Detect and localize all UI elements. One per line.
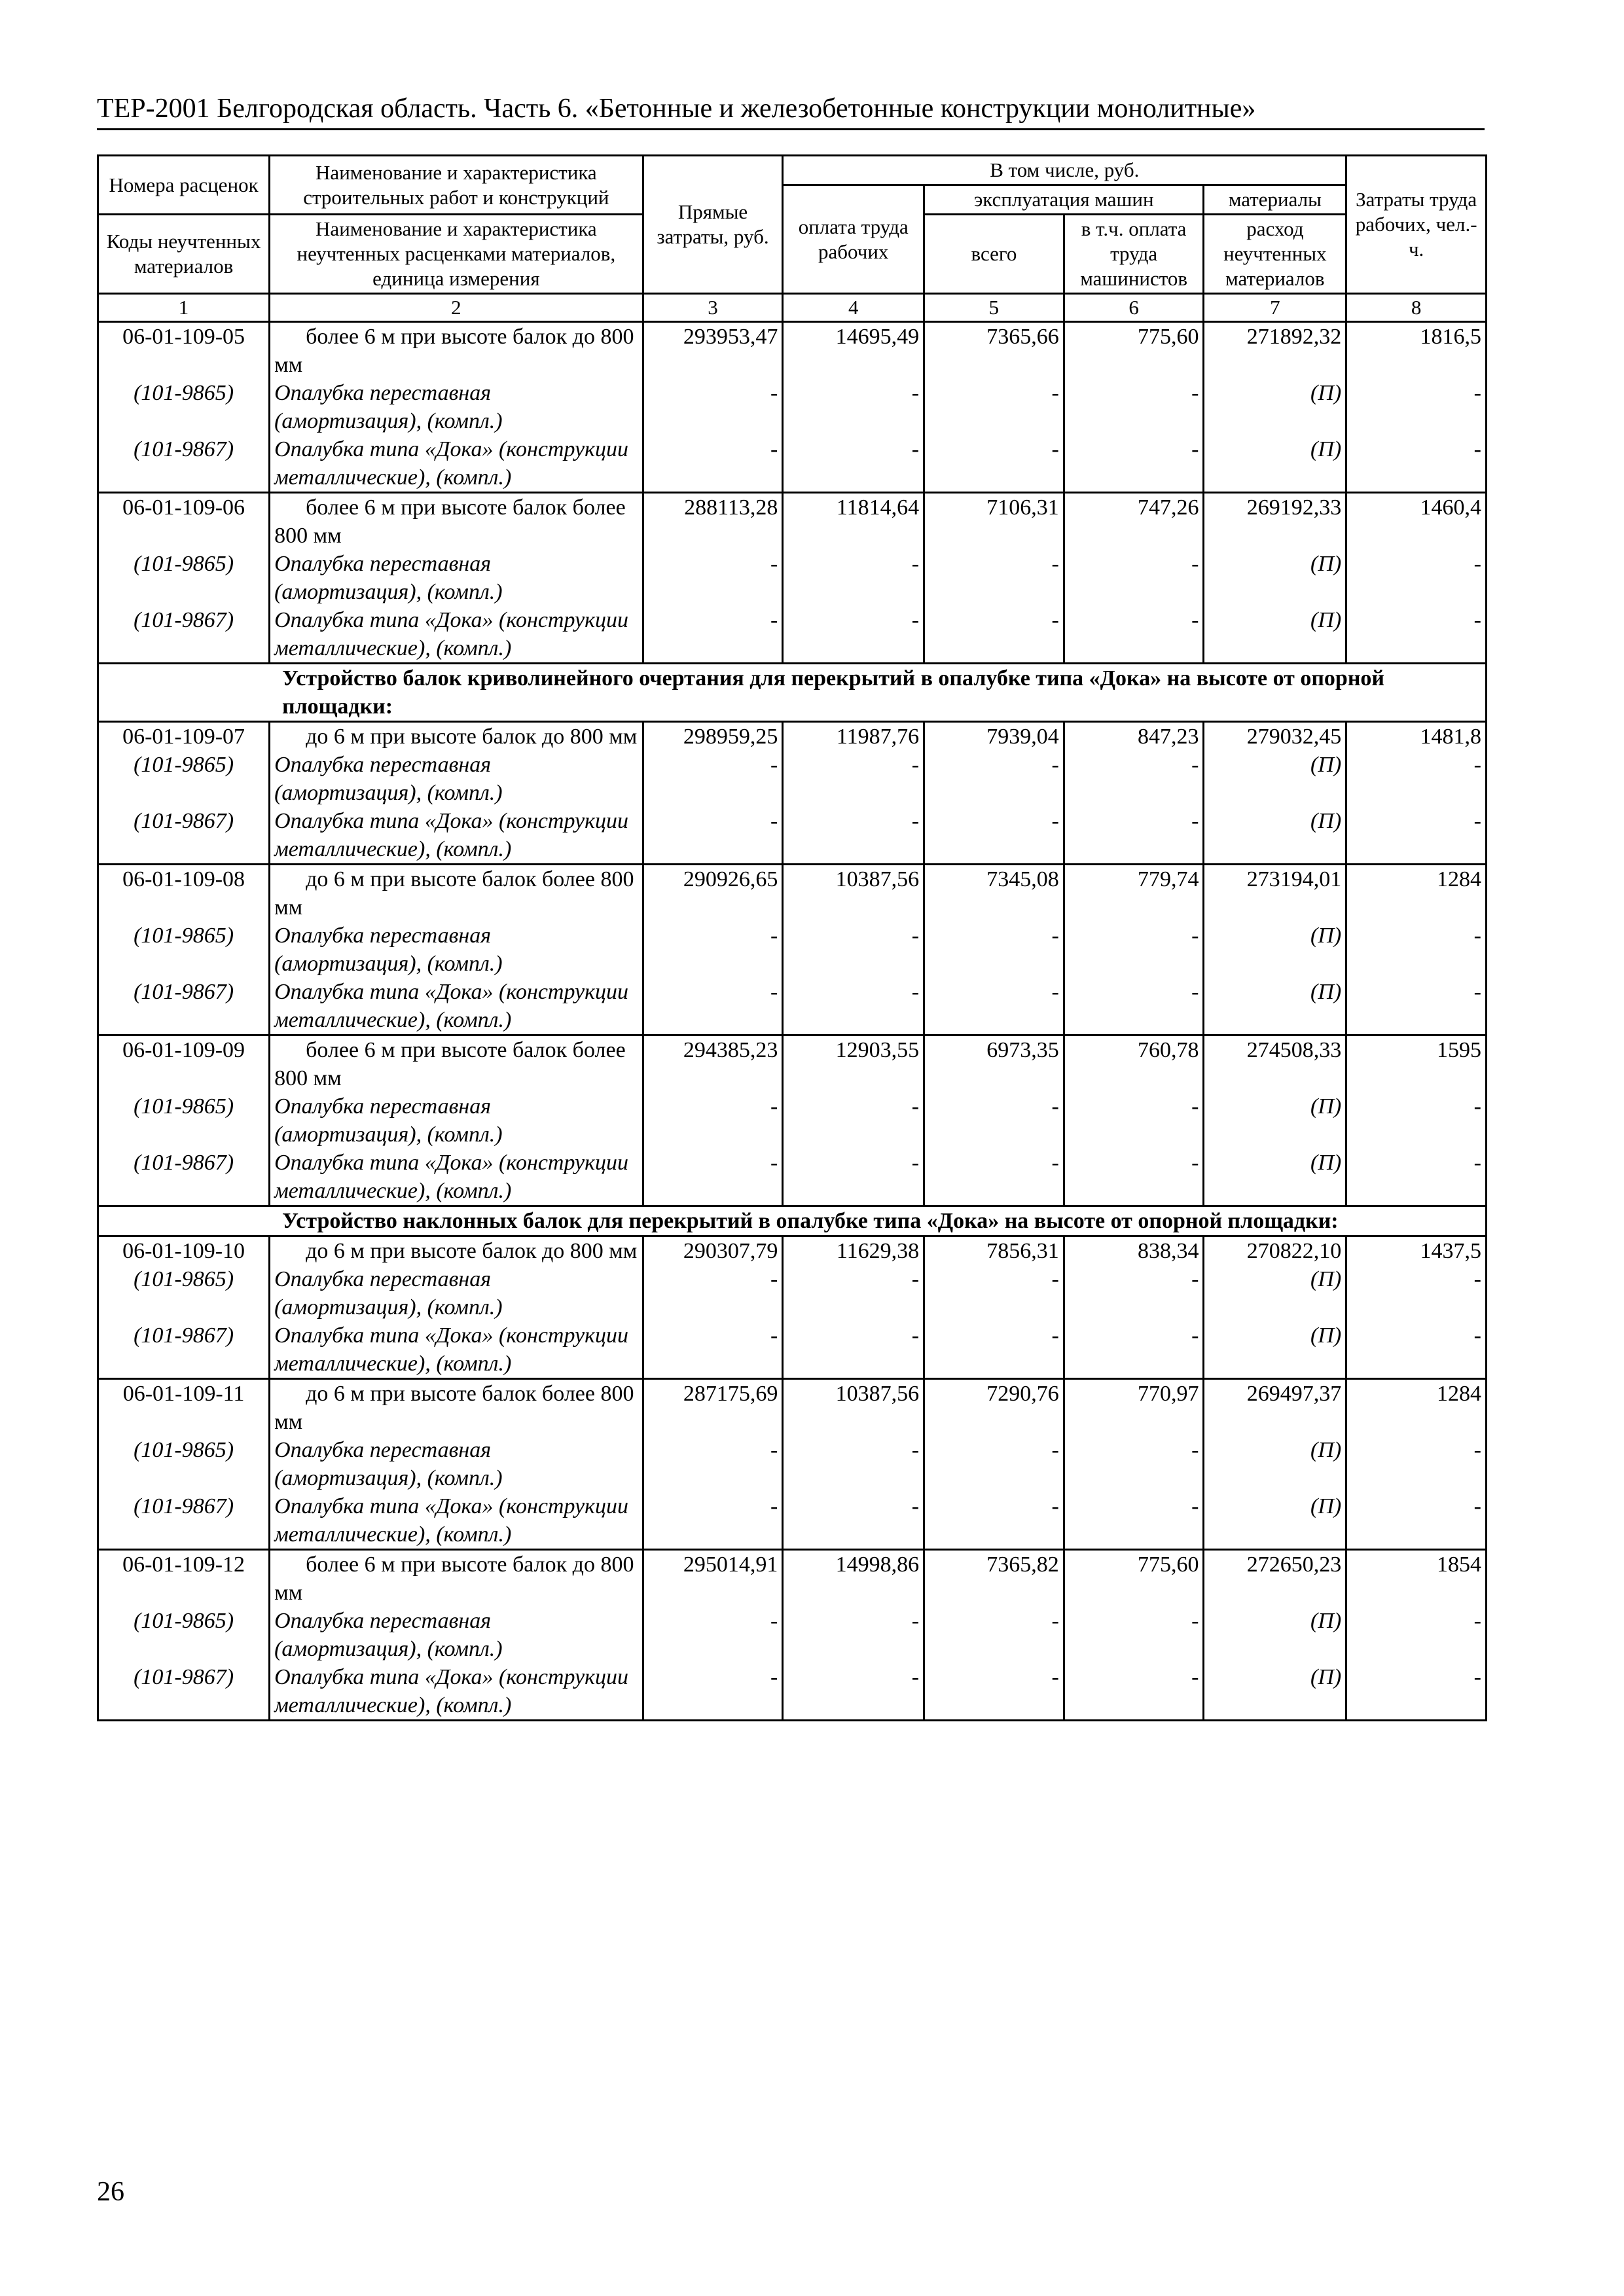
rate-row xyxy=(98,1035,1487,1093)
material-mark: (П) xyxy=(1204,751,1346,807)
material-name: Опалубка типа «Дока» (конструкции металлические), (компл.) xyxy=(270,807,643,865)
material-name: Опалубка переставная (амортизация), (компл.) xyxy=(270,379,643,435)
column-number: 6 xyxy=(1064,294,1204,322)
labor-hours: 1437,5 xyxy=(1346,1236,1487,1266)
direct-costs-dash: - xyxy=(643,1092,783,1149)
rates-table xyxy=(97,154,1487,1721)
material-code: (101-9865) xyxy=(98,550,270,606)
column-number: 8 xyxy=(1346,294,1487,322)
machines-total: 7345,08 xyxy=(924,865,1064,922)
material-mark: (П) xyxy=(1204,435,1346,493)
machines-total-dash: - xyxy=(924,807,1064,865)
page-number: 26 xyxy=(97,2177,124,2207)
operator-pay-dash: - xyxy=(1064,379,1204,435)
labor-hours: 1481,8 xyxy=(1346,722,1487,751)
materials-cost: 279032,45 xyxy=(1204,722,1346,751)
labor-hours-dash: - xyxy=(1346,606,1487,664)
worker-pay: 10387,56 xyxy=(783,1379,924,1437)
material-mark: (П) xyxy=(1204,1492,1346,1550)
machines-total: 7365,82 xyxy=(924,1550,1064,1607)
material-row xyxy=(98,1492,1487,1550)
material-row xyxy=(98,606,1487,664)
machines-total-dash: - xyxy=(924,1492,1064,1550)
material-code: (101-9865) xyxy=(98,1265,270,1321)
table-header xyxy=(98,156,1487,322)
direct-costs: 295014,91 xyxy=(643,1550,783,1607)
material-row xyxy=(98,550,1487,606)
machines-total-dash: - xyxy=(924,550,1064,606)
labor-hours-dash: - xyxy=(1346,1149,1487,1206)
machines-total-dash: - xyxy=(924,1436,1064,1492)
column-number: 4 xyxy=(783,294,924,322)
direct-costs-dash: - xyxy=(643,1265,783,1321)
worker-pay: 11987,76 xyxy=(783,722,924,751)
direct-costs-dash: - xyxy=(643,1607,783,1663)
machines-total: 6973,35 xyxy=(924,1035,1064,1093)
column-number: 3 xyxy=(643,294,783,322)
labor-hours: 1460,4 xyxy=(1346,493,1487,550)
operator-pay-dash: - xyxy=(1064,435,1204,493)
direct-costs-dash: - xyxy=(643,379,783,435)
rate-row xyxy=(98,493,1487,550)
direct-costs-dash: - xyxy=(643,1492,783,1550)
direct-costs: 288113,28 xyxy=(643,493,783,550)
machines-total-dash: - xyxy=(924,978,1064,1035)
material-row xyxy=(98,1607,1487,1663)
rate-code: 06-01-109-06 xyxy=(98,493,270,550)
machines-total-dash: - xyxy=(924,1321,1064,1379)
material-row xyxy=(98,807,1487,865)
header-materials: материалы xyxy=(1204,185,1346,215)
direct-costs: 294385,23 xyxy=(643,1035,783,1093)
material-mark: (П) xyxy=(1204,1092,1346,1149)
worker-pay-dash: - xyxy=(783,922,924,978)
work-description: более 6 м при высоте балок до 800 мм xyxy=(270,322,643,380)
material-row xyxy=(98,1092,1487,1149)
header-labor-hours: Затраты труда рабочих, чел.-ч. xyxy=(1346,156,1487,294)
material-code: (101-9865) xyxy=(98,1092,270,1149)
material-code: (101-9867) xyxy=(98,1149,270,1206)
section-heading-row xyxy=(98,664,1487,722)
labor-hours-dash: - xyxy=(1346,435,1487,493)
material-name: Опалубка типа «Дока» (конструкции металлические), (компл.) xyxy=(270,1663,643,1721)
operator-pay: 838,34 xyxy=(1064,1236,1204,1266)
labor-hours-dash: - xyxy=(1346,751,1487,807)
material-code: (101-9867) xyxy=(98,807,270,865)
section-heading: Устройство балок криволинейного очертания для перекрытий в опалубке типа «Дока» на высоте от опорной площадки: xyxy=(98,664,1487,722)
operator-pay: 775,60 xyxy=(1064,1550,1204,1607)
material-mark: (П) xyxy=(1204,1436,1346,1492)
worker-pay: 11814,64 xyxy=(783,493,924,550)
header-machine-operation: эксплуатация машин xyxy=(924,185,1204,215)
labor-hours-dash: - xyxy=(1346,379,1487,435)
header-material-names: Наименование и характеристика неучтенных расценками материалов, единица измерения xyxy=(270,215,643,294)
rate-code: 06-01-109-10 xyxy=(98,1236,270,1266)
worker-pay-dash: - xyxy=(783,1265,924,1321)
material-mark: (П) xyxy=(1204,922,1346,978)
direct-costs-dash: - xyxy=(643,1436,783,1492)
direct-costs-dash: - xyxy=(643,751,783,807)
machines-total-dash: - xyxy=(924,379,1064,435)
direct-costs-dash: - xyxy=(643,1321,783,1379)
worker-pay: 12903,55 xyxy=(783,1035,924,1093)
material-name: Опалубка переставная (амортизация), (компл.) xyxy=(270,1607,643,1663)
material-row xyxy=(98,435,1487,493)
rate-row xyxy=(98,865,1487,922)
labor-hours-dash: - xyxy=(1346,978,1487,1035)
header-worker-pay: оплата труда рабочих xyxy=(783,185,924,294)
labor-hours-dash: - xyxy=(1346,550,1487,606)
direct-costs: 293953,47 xyxy=(643,322,783,380)
operator-pay-dash: - xyxy=(1064,1092,1204,1149)
material-code: (101-9865) xyxy=(98,1607,270,1663)
material-code: (101-9867) xyxy=(98,435,270,493)
operator-pay: 779,74 xyxy=(1064,865,1204,922)
material-code: (101-9867) xyxy=(98,978,270,1035)
materials-cost: 271892,32 xyxy=(1204,322,1346,380)
machines-total-dash: - xyxy=(924,1663,1064,1721)
worker-pay-dash: - xyxy=(783,807,924,865)
operator-pay-dash: - xyxy=(1064,1149,1204,1206)
material-row xyxy=(98,1663,1487,1721)
direct-costs: 298959,25 xyxy=(643,722,783,751)
labor-hours: 1854 xyxy=(1346,1550,1487,1607)
worker-pay-dash: - xyxy=(783,1092,924,1149)
direct-costs-dash: - xyxy=(643,435,783,493)
machines-total: 7106,31 xyxy=(924,493,1064,550)
material-mark: (П) xyxy=(1204,978,1346,1035)
materials-cost: 272650,23 xyxy=(1204,1550,1346,1607)
column-number: 2 xyxy=(270,294,643,322)
machines-total-dash: - xyxy=(924,1149,1064,1206)
column-number: 5 xyxy=(924,294,1064,322)
operator-pay-dash: - xyxy=(1064,1607,1204,1663)
operator-pay-dash: - xyxy=(1064,550,1204,606)
material-mark: (П) xyxy=(1204,1321,1346,1379)
labor-hours: 1595 xyxy=(1346,1035,1487,1093)
worker-pay-dash: - xyxy=(783,978,924,1035)
material-code: (101-9865) xyxy=(98,1436,270,1492)
worker-pay: 11629,38 xyxy=(783,1236,924,1266)
labor-hours-dash: - xyxy=(1346,1321,1487,1379)
worker-pay-dash: - xyxy=(783,1149,924,1206)
header-machines-total: всего xyxy=(924,215,1064,294)
work-description: до 6 м при высоте балок до 800 мм xyxy=(270,722,643,751)
material-mark: (П) xyxy=(1204,1149,1346,1206)
header-material-codes: Коды неучтенных материалов xyxy=(98,215,270,294)
material-name: Опалубка переставная (амортизация), (компл.) xyxy=(270,751,643,807)
column-number: 7 xyxy=(1204,294,1346,322)
material-name: Опалубка типа «Дока» (конструкции металлические), (компл.) xyxy=(270,1321,643,1379)
labor-hours-dash: - xyxy=(1346,1663,1487,1721)
direct-costs-dash: - xyxy=(643,978,783,1035)
work-description: более 6 м при высоте балок более 800 мм xyxy=(270,1035,643,1093)
operator-pay-dash: - xyxy=(1064,1321,1204,1379)
operator-pay-dash: - xyxy=(1064,807,1204,865)
worker-pay-dash: - xyxy=(783,1321,924,1379)
column-numbers-row xyxy=(98,294,1487,322)
operator-pay-dash: - xyxy=(1064,1492,1204,1550)
material-code: (101-9867) xyxy=(98,1321,270,1379)
material-mark: (П) xyxy=(1204,1607,1346,1663)
worker-pay-dash: - xyxy=(783,606,924,664)
rate-row xyxy=(98,1550,1487,1607)
material-name: Опалубка типа «Дока» (конструкции металлические), (компл.) xyxy=(270,1492,643,1550)
worker-pay-dash: - xyxy=(783,379,924,435)
rate-code: 06-01-109-05 xyxy=(98,322,270,380)
machines-total-dash: - xyxy=(924,922,1064,978)
materials-cost: 274508,33 xyxy=(1204,1035,1346,1093)
material-mark: (П) xyxy=(1204,606,1346,664)
rate-code: 06-01-109-07 xyxy=(98,722,270,751)
operator-pay: 747,26 xyxy=(1064,493,1204,550)
labor-hours: 1284 xyxy=(1346,1379,1487,1437)
material-mark: (П) xyxy=(1204,807,1346,865)
material-name: Опалубка переставная (амортизация), (компл.) xyxy=(270,1265,643,1321)
rate-code: 06-01-109-12 xyxy=(98,1550,270,1607)
material-row xyxy=(98,1321,1487,1379)
material-code: (101-9865) xyxy=(98,751,270,807)
material-code: (101-9867) xyxy=(98,1663,270,1721)
header-rate-number: Номера расценок xyxy=(98,156,270,215)
materials-cost: 273194,01 xyxy=(1204,865,1346,922)
material-name: Опалубка переставная (амортизация), (компл.) xyxy=(270,922,643,978)
material-row xyxy=(98,922,1487,978)
labor-hours-dash: - xyxy=(1346,1492,1487,1550)
material-mark: (П) xyxy=(1204,1265,1346,1321)
labor-hours: 1816,5 xyxy=(1346,322,1487,380)
machines-total: 7939,04 xyxy=(924,722,1064,751)
header-work-name: Наименование и характеристика строительных работ и конструкций xyxy=(270,156,643,215)
rate-code: 06-01-109-09 xyxy=(98,1035,270,1093)
labor-hours-dash: - xyxy=(1346,922,1487,978)
header-including: В том числе, руб. xyxy=(783,156,1346,185)
material-name: Опалубка типа «Дока» (конструкции металлические), (компл.) xyxy=(270,435,643,493)
machines-total-dash: - xyxy=(924,1092,1064,1149)
header-unaccounted-materials: расход неучтенных материалов xyxy=(1204,215,1346,294)
direct-costs-dash: - xyxy=(643,922,783,978)
section-heading: Устройство наклонных балок для перекрытий в опалубке типа «Дока» на высоте от опорной площадки: xyxy=(98,1206,1487,1236)
material-row xyxy=(98,1149,1487,1206)
material-row xyxy=(98,1265,1487,1321)
direct-costs-dash: - xyxy=(643,606,783,664)
materials-cost: 270822,10 xyxy=(1204,1236,1346,1266)
operator-pay-dash: - xyxy=(1064,1265,1204,1321)
machines-total-dash: - xyxy=(924,606,1064,664)
material-code: (101-9867) xyxy=(98,1492,270,1550)
rate-code: 06-01-109-11 xyxy=(98,1379,270,1437)
operator-pay-dash: - xyxy=(1064,978,1204,1035)
material-mark: (П) xyxy=(1204,550,1346,606)
work-description: до 6 м при высоте балок более 800 мм xyxy=(270,1379,643,1437)
material-row xyxy=(98,1436,1487,1492)
labor-hours-dash: - xyxy=(1346,1436,1487,1492)
page-header: ТЕР-2001 Белгородская область. Часть 6. «Бетонные и железобетонные конструкции монолитные» xyxy=(97,92,1485,130)
direct-costs: 290926,65 xyxy=(643,865,783,922)
material-name: Опалубка типа «Дока» (конструкции металлические), (компл.) xyxy=(270,606,643,664)
machines-total-dash: - xyxy=(924,1265,1064,1321)
worker-pay-dash: - xyxy=(783,1607,924,1663)
material-row xyxy=(98,751,1487,807)
work-description: более 6 м при высоте балок до 800 мм xyxy=(270,1550,643,1607)
machines-total: 7365,66 xyxy=(924,322,1064,380)
work-description: до 6 м при высоте балок более 800 мм xyxy=(270,865,643,922)
direct-costs-dash: - xyxy=(643,550,783,606)
operator-pay: 847,23 xyxy=(1064,722,1204,751)
worker-pay-dash: - xyxy=(783,1492,924,1550)
material-name: Опалубка переставная (амортизация), (компл.) xyxy=(270,1092,643,1149)
rate-row xyxy=(98,1236,1487,1266)
labor-hours-dash: - xyxy=(1346,807,1487,865)
machines-total-dash: - xyxy=(924,751,1064,807)
machines-total: 7290,76 xyxy=(924,1379,1064,1437)
worker-pay-dash: - xyxy=(783,1663,924,1721)
operator-pay-dash: - xyxy=(1064,922,1204,978)
material-mark: (П) xyxy=(1204,1663,1346,1721)
operator-pay-dash: - xyxy=(1064,1663,1204,1721)
rate-row xyxy=(98,1379,1487,1437)
direct-costs: 287175,69 xyxy=(643,1379,783,1437)
table-body xyxy=(98,322,1487,1721)
material-row xyxy=(98,379,1487,435)
machines-total-dash: - xyxy=(924,435,1064,493)
material-code: (101-9865) xyxy=(98,922,270,978)
direct-costs: 290307,79 xyxy=(643,1236,783,1266)
machines-total-dash: - xyxy=(924,1607,1064,1663)
column-number: 1 xyxy=(98,294,270,322)
direct-costs-dash: - xyxy=(643,1663,783,1721)
worker-pay-dash: - xyxy=(783,435,924,493)
rate-row xyxy=(98,322,1487,380)
worker-pay-dash: - xyxy=(783,550,924,606)
rate-code: 06-01-109-08 xyxy=(98,865,270,922)
section-heading-row xyxy=(98,1206,1487,1236)
worker-pay-dash: - xyxy=(783,751,924,807)
material-name: Опалубка переставная (амортизация), (компл.) xyxy=(270,550,643,606)
labor-hours: 1284 xyxy=(1346,865,1487,922)
worker-pay-dash: - xyxy=(783,1436,924,1492)
operator-pay: 760,78 xyxy=(1064,1035,1204,1093)
operator-pay: 770,97 xyxy=(1064,1379,1204,1437)
header-operator-pay: в т.ч. оплата труда машинистов xyxy=(1064,215,1204,294)
material-name: Опалубка типа «Дока» (конструкции металлические), (компл.) xyxy=(270,978,643,1035)
operator-pay-dash: - xyxy=(1064,1436,1204,1492)
work-description: до 6 м при высоте балок до 800 мм xyxy=(270,1236,643,1266)
material-name: Опалубка типа «Дока» (конструкции металлические), (компл.) xyxy=(270,1149,643,1206)
material-code: (101-9865) xyxy=(98,379,270,435)
operator-pay-dash: - xyxy=(1064,751,1204,807)
materials-cost: 269497,37 xyxy=(1204,1379,1346,1437)
labor-hours-dash: - xyxy=(1346,1092,1487,1149)
work-description: более 6 м при высоте балок более 800 мм xyxy=(270,493,643,550)
machines-total: 7856,31 xyxy=(924,1236,1064,1266)
labor-hours-dash: - xyxy=(1346,1265,1487,1321)
rate-row xyxy=(98,722,1487,751)
worker-pay: 14695,49 xyxy=(783,322,924,380)
labor-hours-dash: - xyxy=(1346,1607,1487,1663)
operator-pay-dash: - xyxy=(1064,606,1204,664)
material-code: (101-9867) xyxy=(98,606,270,664)
material-row xyxy=(98,978,1487,1035)
material-mark: (П) xyxy=(1204,379,1346,435)
direct-costs-dash: - xyxy=(643,807,783,865)
materials-cost: 269192,33 xyxy=(1204,493,1346,550)
worker-pay: 10387,56 xyxy=(783,865,924,922)
direct-costs-dash: - xyxy=(643,1149,783,1206)
material-name: Опалубка переставная (амортизация), (компл.) xyxy=(270,1436,643,1492)
header-direct-costs: Прямые затраты, руб. xyxy=(643,156,783,294)
worker-pay: 14998,86 xyxy=(783,1550,924,1607)
operator-pay: 775,60 xyxy=(1064,322,1204,380)
